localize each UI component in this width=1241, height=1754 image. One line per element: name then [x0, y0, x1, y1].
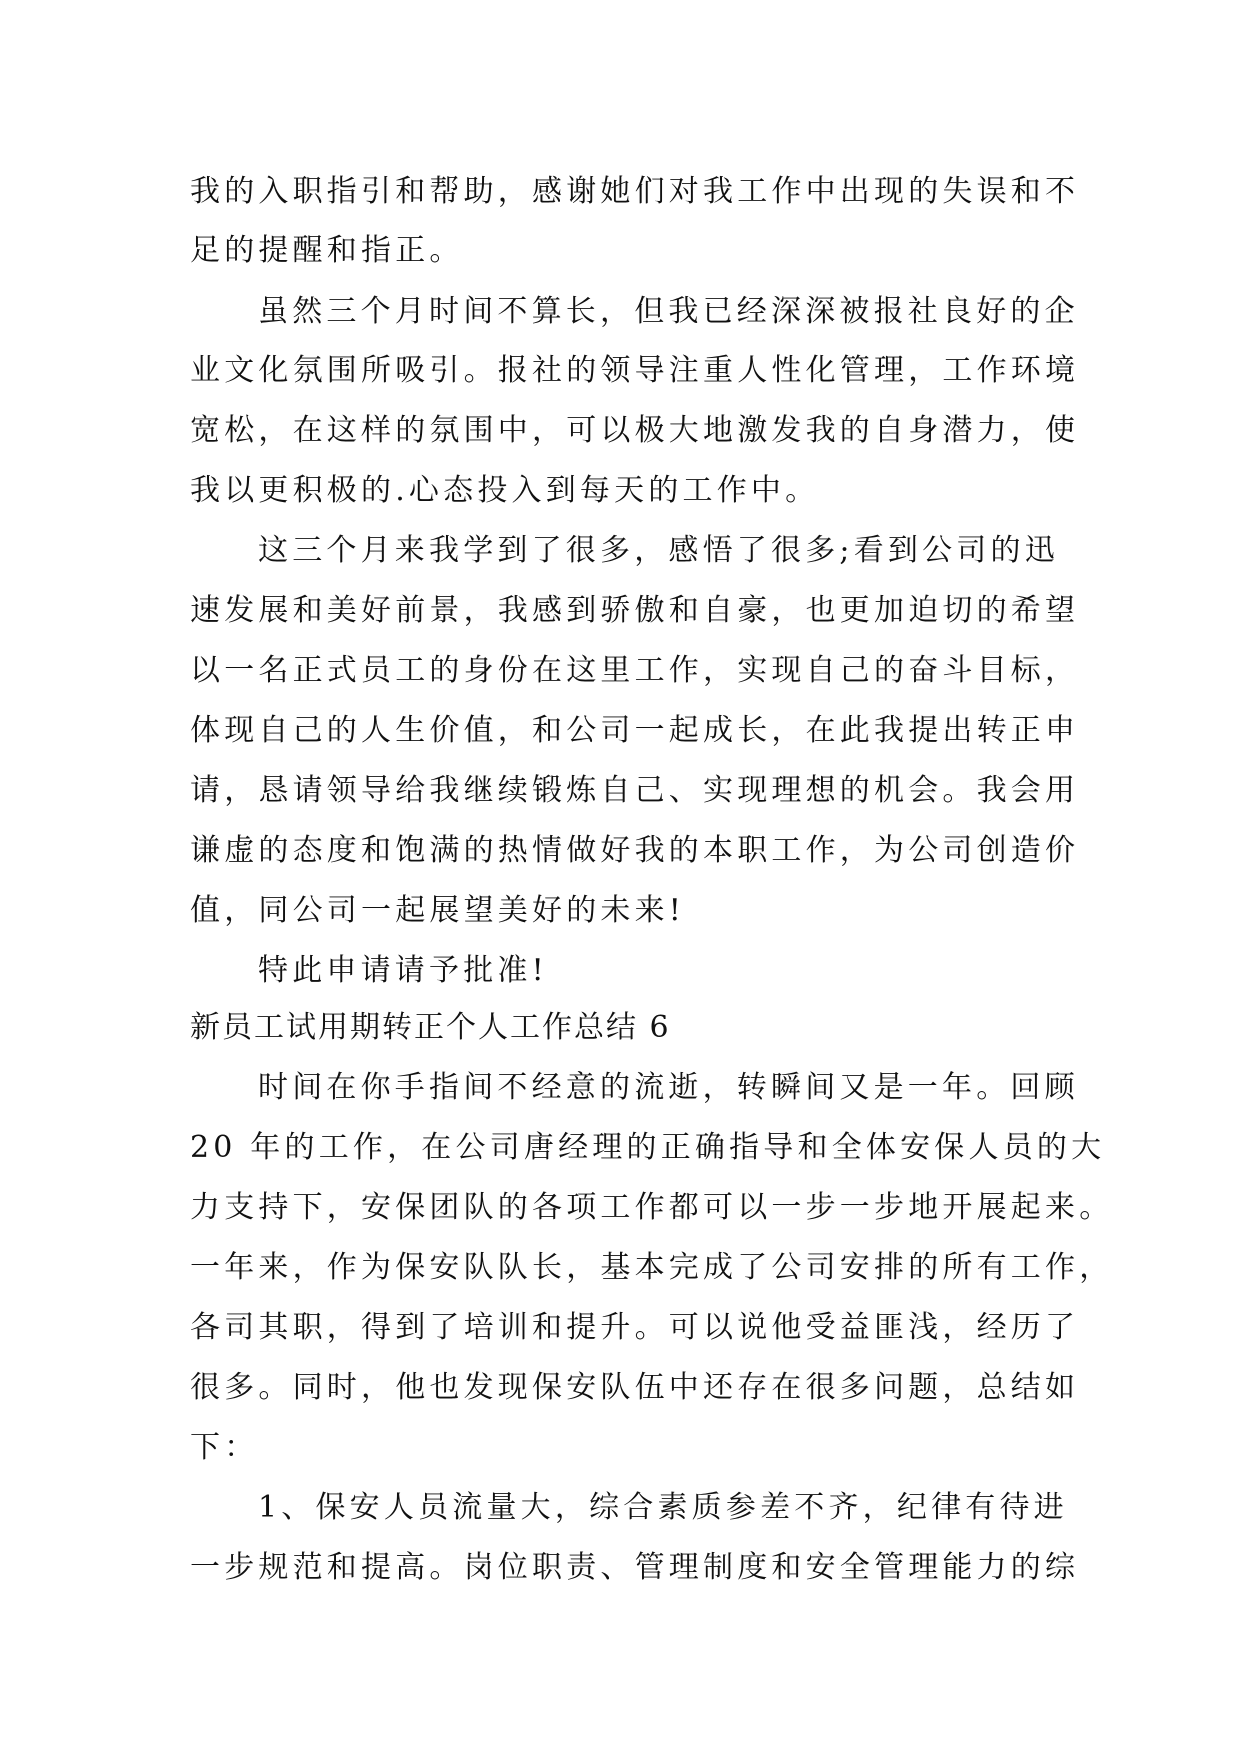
body-text-line: 力支持下，安保团队的各项工作都可以一步一步地开展起来。 — [190, 1190, 1114, 1225]
body-text-line: 很多。同时，他也发现保安队伍中还存在很多问题，总结如 — [190, 1370, 1080, 1405]
body-text-line: 宽松，在这样的氛围中，可以极大地激发我的自身潜力，使 — [190, 413, 1080, 448]
body-text-line: 20 年的工作，在公司唐经理的正确指导和全体安保人员的大 — [190, 1130, 1106, 1165]
body-text-line: 业文化氛围所吸引。报社的领导注重人性化管理，工作环境 — [190, 353, 1080, 388]
body-text-line: 谦虚的态度和饱满的热情做好我的本职工作，为公司创造价 — [190, 833, 1080, 868]
body-text-line: 我以更积极的.心态投入到每天的工作中。 — [190, 473, 820, 508]
body-text-line: 以一名正式员工的身份在这里工作，实现自己的奋斗目标， — [190, 653, 1080, 688]
body-text-line: 一步规范和提高。岗位职责、管理制度和安全管理能力的综 — [190, 1550, 1080, 1585]
body-text-line: 足的提醒和指正。 — [190, 233, 464, 268]
body-text-line: 体现自己的人生价值，和公司一起成长，在此我提出转正申 — [190, 713, 1080, 748]
body-text-line: 下： — [190, 1430, 259, 1465]
body-text-line: 我的入职指引和帮助，感谢她们对我工作中出现的失误和不 — [190, 174, 1080, 209]
paragraph-first-line: 虽然三个月时间不算长，但我已经深深被报社良好的企 — [258, 294, 1079, 329]
body-text-line: 各司其职，得到了培训和提升。可以说他受益匪浅，经历了 — [190, 1310, 1080, 1345]
paragraph-first-line: 特此申请请予批准! — [258, 953, 548, 988]
body-text-line: 请，恳请领导给我继续锻炼自己、实现理想的机会。我会用 — [190, 773, 1080, 808]
section-heading: 新员工试用期转正个人工作总结 6 — [190, 1010, 671, 1045]
paragraph-first-line: 时间在你手指间不经意的流逝，转瞬间又是一年。回顾 — [258, 1070, 1079, 1105]
body-text-line: 值，同公司一起展望美好的未来! — [190, 893, 686, 928]
paragraph-first-line: 这三个月来我学到了很多，感悟了很多;看到公司的迅 — [258, 533, 1059, 568]
body-text-line: 一年来，作为保安队队长，基本完成了公司安排的所有工作， — [190, 1250, 1114, 1285]
body-text-line: 速发展和美好前景，我感到骄傲和自豪，也更加迫切的希望 — [190, 593, 1080, 628]
list-item-first-line: 1、保安人员流量大，综合素质参差不齐，纪律有待进 — [258, 1490, 1068, 1525]
